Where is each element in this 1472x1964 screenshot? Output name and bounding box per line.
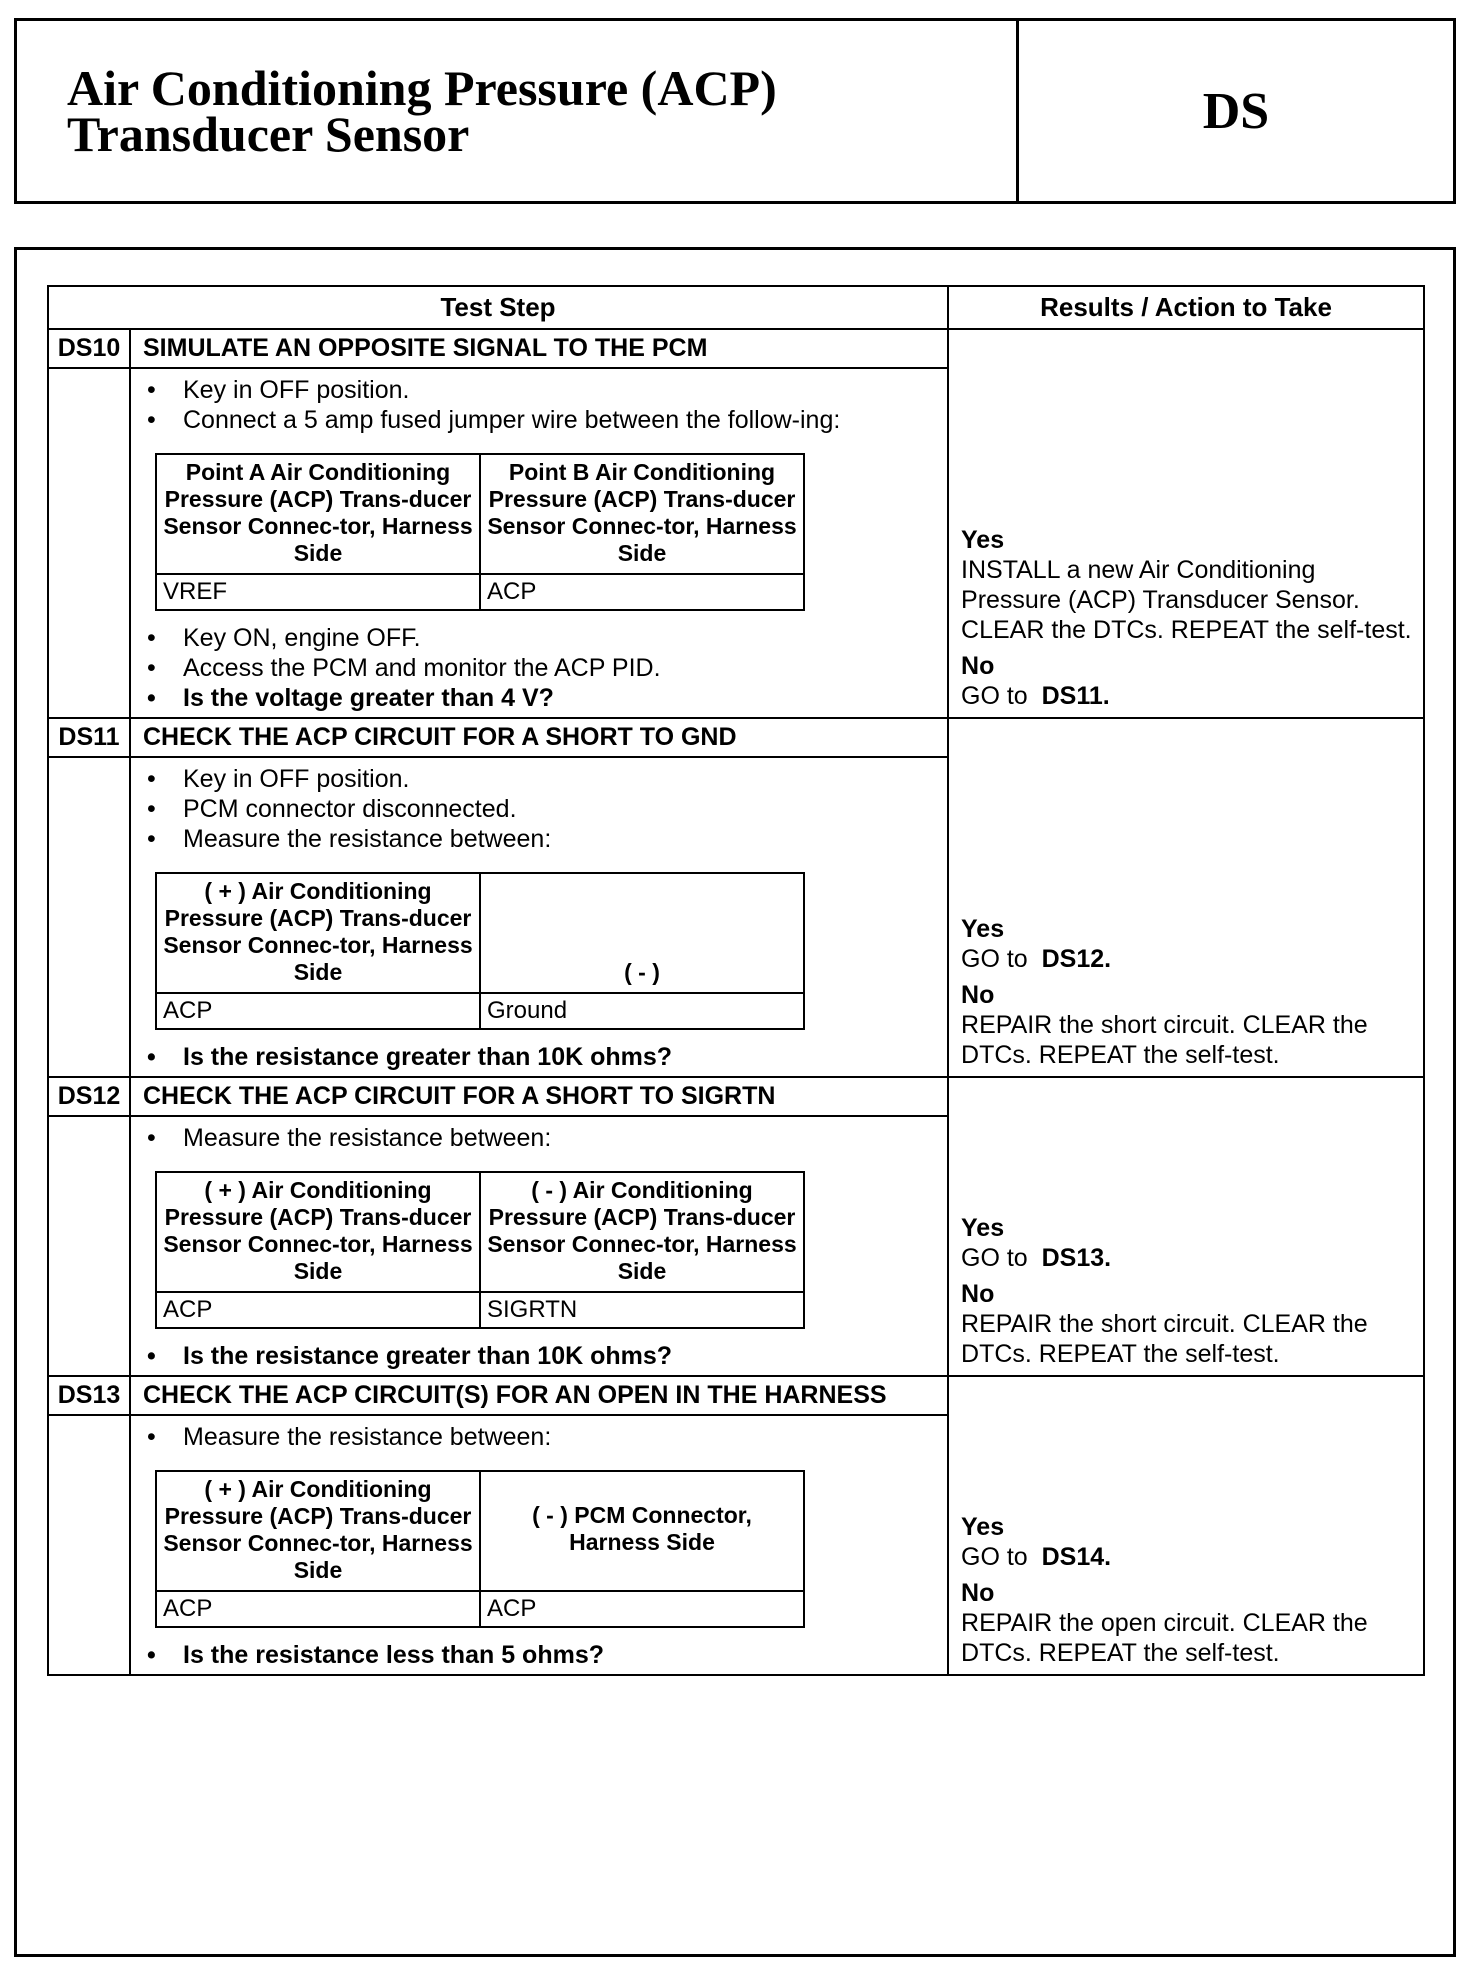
- step-body: [130, 1415, 948, 1675]
- no-label: No: [961, 1579, 995, 1607]
- step-title: CHECK THE ACP CIRCUIT(S) FOR AN OPEN IN THE HARNESS: [130, 1376, 948, 1415]
- no-label: No: [961, 652, 995, 680]
- connector-value-a: ACP: [156, 1292, 480, 1328]
- connector-header-a: ( + ) Air Conditioning Pressure (ACP) Trans-ducer Sensor Connec-tor, Harness Side: [156, 1172, 480, 1292]
- title-line-1: Air Conditioning Pressure (ACP): [67, 60, 777, 116]
- step-results: [948, 1376, 1424, 1675]
- page-header: [14, 18, 1456, 204]
- yes-action: INSTALL a new Air Conditioning Pressure (ACP) Transducer Sensor. CLEAR the DTCs. REPEAT the self-test.: [961, 556, 1412, 644]
- yes-action: [961, 944, 1413, 974]
- instruction-item: • Connect a 5 amp fused jumper wire between the follow-ing:: [143, 405, 935, 435]
- connector-table: [155, 1470, 805, 1628]
- step-question-list: [143, 1042, 935, 1072]
- no-action: [961, 681, 1413, 711]
- step-question-list: [143, 1640, 935, 1670]
- instruction-item: • Measure the resistance between:: [143, 1123, 935, 1153]
- step-instructions: [143, 764, 935, 854]
- connector-header-b: ( - ) PCM Connector, Harness Side: [480, 1471, 804, 1591]
- step-body: [130, 757, 948, 1077]
- yes-action-text: GO to: [961, 1543, 1028, 1571]
- step-body: [130, 368, 948, 718]
- yes-goto-step: DS12.: [1041, 945, 1112, 973]
- yes-action: [961, 1243, 1413, 1273]
- step-instructions: [143, 1123, 935, 1153]
- yes-goto-step: DS14.: [1041, 1543, 1112, 1571]
- step-id: DS10: [48, 329, 130, 368]
- instruction-item: • PCM connector disconnected.: [143, 794, 935, 824]
- yes-goto-step: DS13.: [1041, 1244, 1112, 1272]
- connector-table: [155, 453, 805, 611]
- yes-label: Yes: [961, 1513, 1005, 1541]
- test-step-table: [47, 285, 1425, 1676]
- step-question: • Is the resistance greater than 10K ohms?: [143, 1042, 935, 1072]
- step-instructions: [143, 1422, 935, 1452]
- yes-action-text: GO to: [961, 945, 1028, 973]
- instruction-item: • Key ON, engine OFF.: [143, 623, 935, 653]
- no-action-text: GO to: [961, 682, 1028, 710]
- no-action: REPAIR the open circuit. CLEAR the DTCs. REPEAT the self-test.: [961, 1609, 1368, 1667]
- connector-table: [155, 872, 805, 1030]
- instruction-item: • Measure the resistance between:: [143, 1422, 935, 1452]
- instruction-item: • Key in OFF position.: [143, 764, 935, 794]
- step-question-list: [143, 1341, 935, 1371]
- step-id: DS12: [48, 1077, 130, 1116]
- step-title-row: [48, 1376, 1424, 1415]
- step-question: • Is the voltage greater than 4 V?: [143, 683, 935, 713]
- step-question: • Is the resistance greater than 10K ohms?: [143, 1341, 935, 1371]
- no-label: No: [961, 981, 995, 1009]
- yes-action: [961, 1542, 1413, 1572]
- connector-value-b: ACP: [480, 574, 804, 610]
- step-title-row: [48, 1077, 1424, 1116]
- yes-label: Yes: [961, 1214, 1005, 1242]
- step-instructions: [143, 375, 935, 435]
- step-results: [948, 718, 1424, 1077]
- no-goto-step: DS11.: [1041, 682, 1110, 710]
- results-header: Results / Action to Take: [948, 286, 1424, 329]
- table-header-row: [48, 286, 1424, 329]
- step-title: CHECK THE ACP CIRCUIT FOR A SHORT TO GND: [130, 718, 948, 757]
- connector-value-a: ACP: [156, 993, 480, 1029]
- connector-header-a: ( + ) Air Conditioning Pressure (ACP) Trans-ducer Sensor Connec-tor, Harness Side: [156, 873, 480, 993]
- instruction-item: • Access the PCM and monitor the ACP PID.: [143, 653, 935, 683]
- connector-value-b: ACP: [480, 1591, 804, 1627]
- step-instructions-after: [143, 623, 935, 713]
- connector-header-b: ( - ): [480, 873, 804, 993]
- no-action: REPAIR the short circuit. CLEAR the DTCs. REPEAT the self-test.: [961, 1310, 1368, 1368]
- yes-action-text: GO to: [961, 1244, 1028, 1272]
- connector-value-b: Ground: [480, 993, 804, 1029]
- step-results: [948, 329, 1424, 718]
- title-line-2: Transducer Sensor: [67, 106, 470, 162]
- connector-value-a: ACP: [156, 1591, 480, 1627]
- instruction-item: • Key in OFF position.: [143, 375, 935, 405]
- test-step-header: Test Step: [48, 286, 948, 329]
- step-id: DS11: [48, 718, 130, 757]
- connector-value-b: SIGRTN: [480, 1292, 804, 1328]
- instruction-item: • Measure the resistance between:: [143, 824, 935, 854]
- step-title: CHECK THE ACP CIRCUIT FOR A SHORT TO SIGRTN: [130, 1077, 948, 1116]
- connector-header-a: Point A Air Conditioning Pressure (ACP) Trans-ducer Sensor Connec-tor, Harness Side: [156, 454, 480, 574]
- yes-label: Yes: [961, 526, 1005, 554]
- step-title-row: [48, 329, 1424, 368]
- connector-header-b: Point B Air Conditioning Pressure (ACP) Trans-ducer Sensor Connec-tor, Harness Side: [480, 454, 804, 574]
- step-title-row: [48, 718, 1424, 757]
- no-label: No: [961, 1280, 995, 1308]
- page-title: [17, 21, 1019, 201]
- connector-table: [155, 1171, 805, 1329]
- step-body: [130, 1116, 948, 1376]
- step-title: SIMULATE AN OPPOSITE SIGNAL TO THE PCM: [130, 329, 948, 368]
- section-code: DS: [1202, 82, 1270, 140]
- step-question: • Is the resistance less than 5 ohms?: [143, 1640, 935, 1670]
- no-action: REPAIR the short circuit. CLEAR the DTCs. REPEAT the self-test.: [961, 1011, 1368, 1069]
- connector-header-a: ( + ) Air Conditioning Pressure (ACP) Trans-ducer Sensor Connec-tor, Harness Side: [156, 1471, 480, 1591]
- step-id: DS13: [48, 1376, 130, 1415]
- step-results: [948, 1077, 1424, 1376]
- connector-value-a: VREF: [156, 574, 480, 610]
- yes-label: Yes: [961, 915, 1005, 943]
- connector-header-b: ( - ) Air Conditioning Pressure (ACP) Trans-ducer Sensor Connec-tor, Harness Side: [480, 1172, 804, 1292]
